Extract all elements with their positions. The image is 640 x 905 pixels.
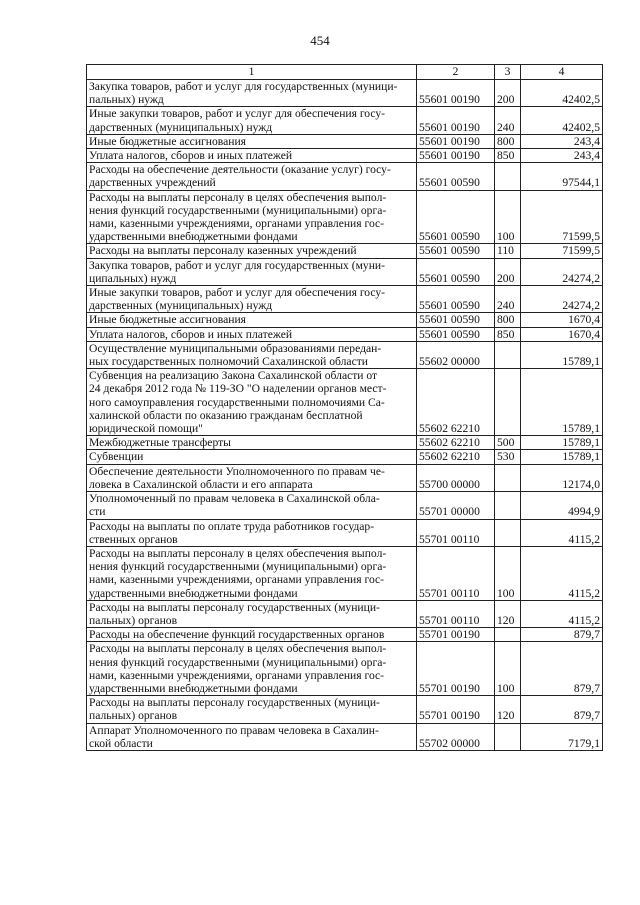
row-amount-cell: 24274,2 <box>521 258 603 285</box>
row-code-cell: 55701 00190 <box>417 696 495 723</box>
row-amount-cell: 1670,4 <box>521 313 603 327</box>
table-row <box>87 327 603 341</box>
row-amount-cell: 15789,1 <box>521 436 603 450</box>
row-expense-type-cell: 240 <box>495 107 521 134</box>
column-header-1: 1 <box>87 65 417 80</box>
row-expense-type-cell <box>495 628 521 642</box>
row-amount-cell: 12174,0 <box>521 464 603 491</box>
row-code-cell: 55701 00190 <box>417 642 495 696</box>
row-code-cell: 55601 00190 <box>417 134 495 148</box>
row-expense-type-cell: 850 <box>495 149 521 163</box>
row-name-cell: Аппарат Уполномоченного по правам человека в Сахалин- ской области <box>87 723 417 750</box>
row-expense-type-cell: 200 <box>495 258 521 285</box>
row-amount-cell: 1670,4 <box>521 327 603 341</box>
row-code-cell: 55701 00000 <box>417 492 495 519</box>
row-amount-cell: 71599,5 <box>521 244 603 258</box>
row-name-cell: Закупка товаров, работ и услуг для государственных (муни- ципальных) нужд <box>87 258 417 285</box>
row-expense-type-cell: 850 <box>495 327 521 341</box>
row-name-cell: Уплата налогов, сборов и иных платежей <box>87 149 417 163</box>
row-amount-cell: 42402,5 <box>521 80 603 107</box>
row-name-cell: Расходы на обеспечение деятельности (оказание услуг) госу- дарственных учреждений <box>87 163 417 190</box>
row-code-cell: 55601 00190 <box>417 107 495 134</box>
row-name-cell: Расходы на обеспечение функций государственных органов <box>87 628 417 642</box>
table-row <box>87 80 603 107</box>
column-header-2: 2 <box>417 65 495 80</box>
row-expense-type-cell <box>495 341 521 368</box>
row-code-cell: 55602 62210 <box>417 369 495 436</box>
table-row <box>87 163 603 190</box>
row-code-cell: 55601 00590 <box>417 327 495 341</box>
table-row <box>87 600 603 627</box>
row-amount-cell: 42402,5 <box>521 107 603 134</box>
row-name-cell: Субвенции <box>87 450 417 464</box>
table-body <box>87 80 603 751</box>
row-name-cell: Субвенция на реализацию Закона Сахалинской области от 24 декабря 2012 года № 119-ЗО "О наделении органов мест- ного самоуправления государственными полномочиями Са- халинской области по оказанию гражданам бесплатной юридической помощи" <box>87 369 417 436</box>
table-row <box>87 258 603 285</box>
row-name-cell: Расходы на выплаты персоналу в целях обеспечения выпол- нения функций государственными (муниципальными) орга- нами, казенными учреждениями, органами управления гос- ударственными внебюджетными фондами <box>87 642 417 696</box>
table-row <box>87 723 603 750</box>
row-amount-cell: 243,4 <box>521 149 603 163</box>
budget-table <box>86 64 603 751</box>
row-expense-type-cell: 120 <box>495 600 521 627</box>
row-name-cell: Межбюджетные трансферты <box>87 436 417 450</box>
row-name-cell: Уполномоченный по правам человека в Сахалинской обла- сти <box>87 492 417 519</box>
row-expense-type-cell: 100 <box>495 546 521 600</box>
row-amount-cell: 4115,2 <box>521 519 603 546</box>
row-code-cell: 55601 00590 <box>417 163 495 190</box>
row-name-cell: Закупка товаров, работ и услуг для государственных (муници- пальных) нужд <box>87 80 417 107</box>
table-row <box>87 190 603 244</box>
row-code-cell: 55601 00190 <box>417 80 495 107</box>
row-code-cell: 55702 00000 <box>417 723 495 750</box>
row-name-cell: Иные закупки товаров, работ и услуг для обеспечения госу- дарственных (муниципальных) нужд <box>87 107 417 134</box>
row-amount-cell: 7179,1 <box>521 723 603 750</box>
row-amount-cell: 243,4 <box>521 134 603 148</box>
row-expense-type-cell <box>495 492 521 519</box>
row-expense-type-cell <box>495 464 521 491</box>
table-row <box>87 642 603 696</box>
row-code-cell: 55601 00590 <box>417 258 495 285</box>
row-name-cell: Иные бюджетные ассигнования <box>87 134 417 148</box>
row-amount-cell: 879,7 <box>521 696 603 723</box>
row-name-cell: Осуществление муниципальными образованиями передан- ных государственных полномочий Сахалинской области <box>87 341 417 368</box>
table-row <box>87 369 603 436</box>
row-name-cell: Обеспечение деятельности Уполномоченного по правам че- ловека в Сахалинской области и его аппарата <box>87 464 417 491</box>
row-amount-cell: 879,7 <box>521 642 603 696</box>
row-code-cell: 55602 62210 <box>417 436 495 450</box>
table-row <box>87 244 603 258</box>
row-amount-cell: 4115,2 <box>521 600 603 627</box>
row-expense-type-cell <box>495 723 521 750</box>
table-row <box>87 450 603 464</box>
row-name-cell: Расходы на выплаты персоналу государственных (муници- пальных) органов <box>87 696 417 723</box>
table-header-row <box>87 65 603 80</box>
row-code-cell: 55602 62210 <box>417 450 495 464</box>
row-name-cell: Расходы на выплаты персоналу государственных (муници- пальных) органов <box>87 600 417 627</box>
row-code-cell: 55701 00190 <box>417 628 495 642</box>
row-amount-cell: 71599,5 <box>521 190 603 244</box>
row-name-cell: Уплата налогов, сборов и иных платежей <box>87 327 417 341</box>
page-number: 454 <box>310 33 330 48</box>
table-row <box>87 464 603 491</box>
row-amount-cell: 879,7 <box>521 628 603 642</box>
row-expense-type-cell: 200 <box>495 80 521 107</box>
table-row <box>87 313 603 327</box>
row-code-cell: 55601 00190 <box>417 149 495 163</box>
row-code-cell: 55601 00590 <box>417 190 495 244</box>
row-expense-type-cell: 530 <box>495 450 521 464</box>
table-row <box>87 341 603 368</box>
row-expense-type-cell <box>495 369 521 436</box>
row-code-cell: 55701 00110 <box>417 546 495 600</box>
table-row <box>87 492 603 519</box>
row-name-cell: Расходы на выплаты персоналу казенных учреждений <box>87 244 417 258</box>
row-code-cell: 55701 00110 <box>417 519 495 546</box>
row-expense-type-cell: 110 <box>495 244 521 258</box>
table-row <box>87 286 603 313</box>
row-name-cell: Расходы на выплаты персоналу в целях обеспечения выпол- нения функций государственными (муниципальными) орга- нами, казенными учреждениями, органами управления гос- ударственными внебюджетными фондами <box>87 190 417 244</box>
row-expense-type-cell: 240 <box>495 286 521 313</box>
table-row <box>87 436 603 450</box>
row-expense-type-cell: 800 <box>495 134 521 148</box>
row-expense-type-cell <box>495 163 521 190</box>
row-name-cell: Иные бюджетные ассигнования <box>87 313 417 327</box>
table-row <box>87 149 603 163</box>
row-code-cell: 55601 00590 <box>417 244 495 258</box>
row-expense-type-cell: 800 <box>495 313 521 327</box>
row-expense-type-cell: 120 <box>495 696 521 723</box>
row-amount-cell: 4994,9 <box>521 492 603 519</box>
row-code-cell: 55601 00590 <box>417 286 495 313</box>
table-row <box>87 696 603 723</box>
row-code-cell: 55601 00590 <box>417 313 495 327</box>
row-amount-cell: 97544,1 <box>521 163 603 190</box>
row-expense-type-cell: 500 <box>495 436 521 450</box>
table-row <box>87 628 603 642</box>
column-header-3: 3 <box>495 65 521 80</box>
row-expense-type-cell: 100 <box>495 642 521 696</box>
table-row <box>87 107 603 134</box>
row-code-cell: 55700 00000 <box>417 464 495 491</box>
row-name-cell: Расходы на выплаты по оплате труда работников государ- ственных органов <box>87 519 417 546</box>
row-expense-type-cell: 100 <box>495 190 521 244</box>
column-header-4: 4 <box>521 65 603 80</box>
table-row <box>87 546 603 600</box>
row-amount-cell: 4115,2 <box>521 546 603 600</box>
row-amount-cell: 15789,1 <box>521 450 603 464</box>
row-name-cell: Расходы на выплаты персоналу в целях обеспечения выпол- нения функций государственными (муниципальными) орга- нами, казенными учреждениями, органами управления гос- ударственными внебюджетными фондами <box>87 546 417 600</box>
row-name-cell: Иные закупки товаров, работ и услуг для обеспечения госу- дарственных (муниципальных) нужд <box>87 286 417 313</box>
row-code-cell: 55602 00000 <box>417 341 495 368</box>
row-amount-cell: 15789,1 <box>521 369 603 436</box>
table-row <box>87 134 603 148</box>
row-expense-type-cell <box>495 519 521 546</box>
row-amount-cell: 24274,2 <box>521 286 603 313</box>
row-amount-cell: 15789,1 <box>521 341 603 368</box>
row-code-cell: 55701 00110 <box>417 600 495 627</box>
table-row <box>87 519 603 546</box>
